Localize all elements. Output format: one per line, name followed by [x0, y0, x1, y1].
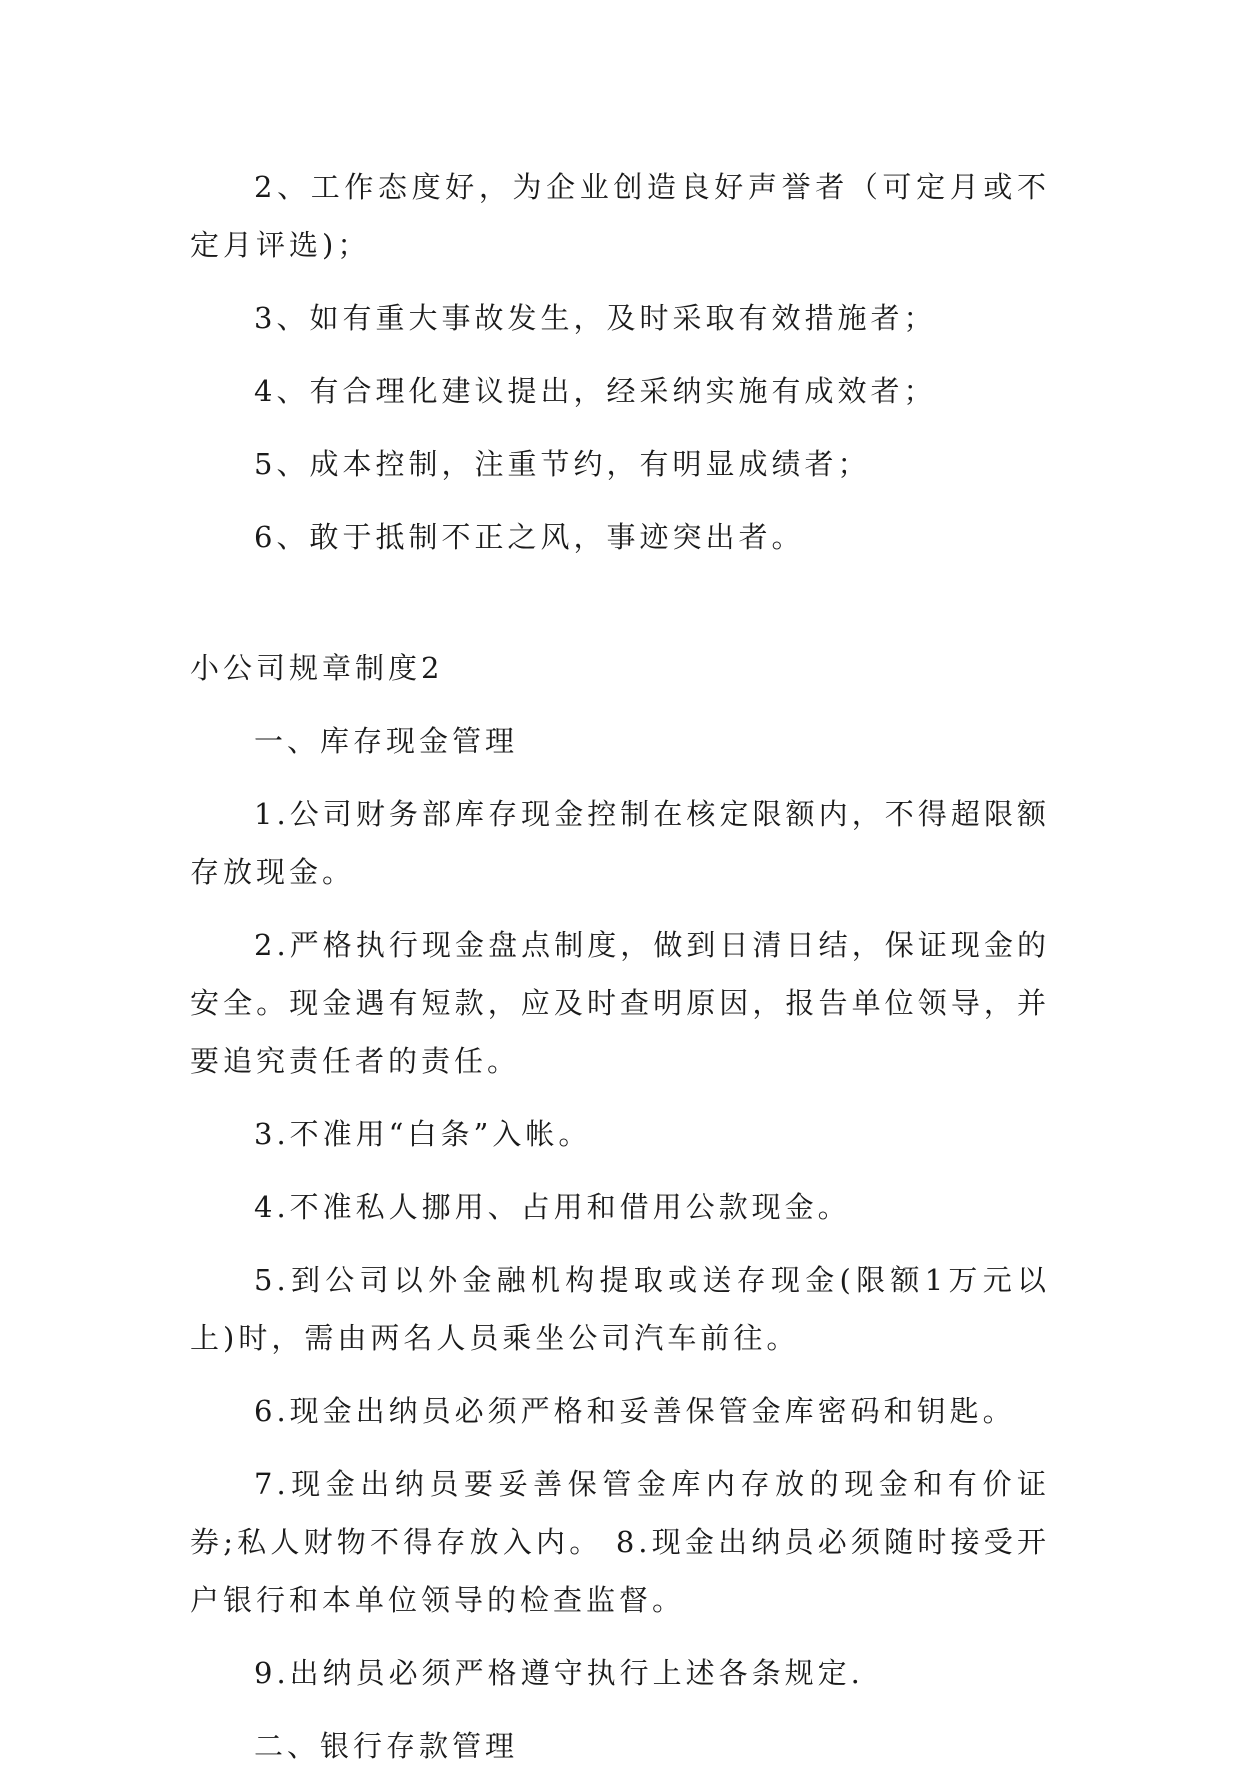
paragraph: 4.不准私人挪用、占用和借用公款现金。 — [254, 1190, 851, 1224]
section-heading: 二、银行存款管理 — [254, 1729, 519, 1763]
paragraph: 7.现金出纳员要妥善保管金库内存放的现金和有价证券;私人财物不得存放入内。 8.现金出纳员必须随时接受开户银行和本单位领导的检查监督。 — [190, 1467, 1050, 1617]
paragraph: 6、敢于抵制不正之风，事迹突出者。 — [254, 520, 805, 554]
paragraph: 9.出纳员必须严格遵守执行上述各条规定. — [254, 1656, 864, 1690]
paragraph: 2.严格执行现金盘点制度，做到日清日结，保证现金的安全。现金遇有短款，应及时查明原因，报告单位领导，并要追究责任者的责任。 — [190, 928, 1050, 1078]
paragraph: 3.不准用“白条”入帐。 — [254, 1117, 592, 1151]
paragraph: 5.到公司以外金融机构提取或送存现金(限额1万元以上)时，需由两名人员乘坐公司汽车前往。 — [190, 1263, 1050, 1355]
paragraph: 2、工作态度好，为企业创造良好声誉者（可定月或不定月评选)； — [190, 170, 1050, 262]
paragraph: 3、如有重大事故发生，及时采取有效措施者； — [254, 301, 937, 335]
section-title: 小公司规章制度2 — [190, 651, 444, 685]
paragraph: 4、有合理化建议提出，经采纳实施有成效者； — [254, 374, 937, 408]
paragraph: 1.公司财务部库存现金控制在核定限额内，不得超限额存放现金。 — [190, 797, 1050, 889]
document-page — [190, 158, 1050, 1790]
section-gap — [190, 581, 1050, 639]
paragraph: 6.现金出纳员必须严格和妥善保管金库密码和钥匙。 — [254, 1394, 1016, 1428]
section-heading: 一、库存现金管理 — [254, 724, 519, 758]
paragraph: 5、成本控制，注重节约，有明显成绩者； — [254, 447, 871, 481]
